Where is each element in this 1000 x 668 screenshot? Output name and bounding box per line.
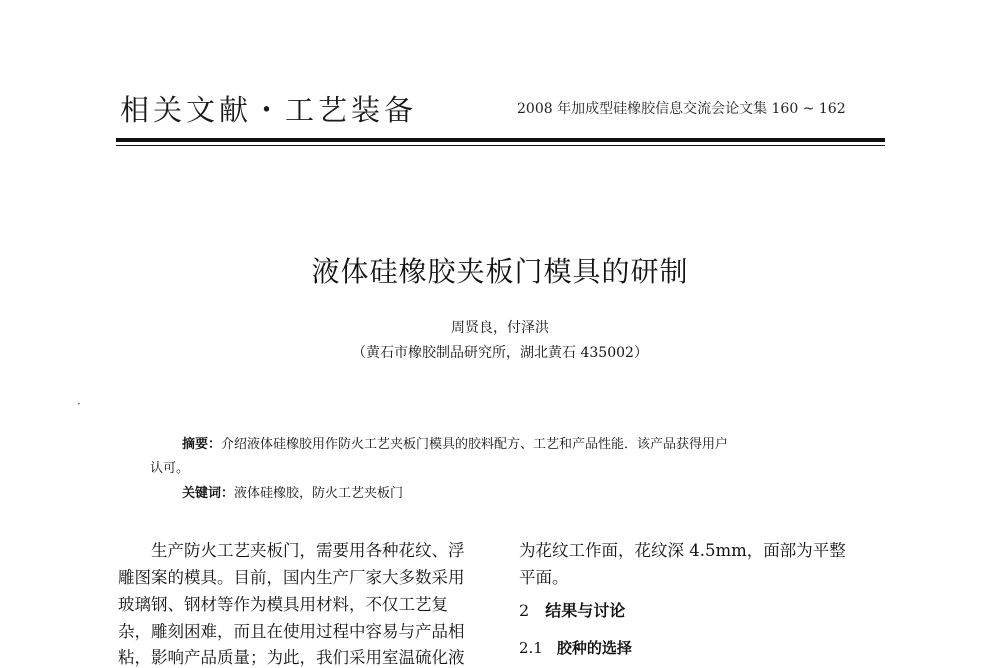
abstract: [182, 433, 728, 452]
keywords-text: 液体硅橡胶，防火工艺夹板门: [234, 486, 404, 501]
section-heading-2: [519, 598, 625, 621]
abstract-label: 摘要：: [182, 437, 222, 452]
paper-title: 液体硅橡胶夹板门模具的研制: [311, 255, 689, 288]
header-rule-thick: [116, 138, 885, 142]
abstract-text-line2: 认可。: [150, 461, 190, 476]
section-number: 2.1: [519, 639, 543, 657]
affiliation: （黄石市橡胶制品研究所，湖北黄石 435002）: [352, 345, 648, 361]
abstract-text-line1: 介绍液体硅橡胶用作防火工艺夹板门模具的胶料配方、工艺和产品性能．该产品获得用户: [221, 437, 729, 452]
body-line: 杂，雕刻困难，而且在使用过程中容易与产品相: [118, 622, 465, 641]
body-line: 生产防火工艺夹板门，需要用各种花纹、浮: [118, 541, 465, 560]
section-heading-2-1: [519, 637, 632, 658]
section-title: 结果与讨论: [545, 601, 626, 620]
keywords: [182, 482, 403, 501]
body-line: 玻璃钢、钢材等作为模具用材料，不仅工艺复: [118, 595, 448, 614]
section-title: 胶种的选择: [556, 639, 632, 657]
authors: 周贤良，付泽洪: [451, 320, 549, 336]
body-line: 为花纹工作面，花纹深 4.5mm，面部为平整: [519, 541, 846, 560]
body-line: 平面。: [519, 568, 569, 587]
section-number: 2: [519, 601, 530, 620]
keywords-label: 关键词：: [182, 486, 235, 501]
body-line: 雕图案的模具。目前，国内生产厂家大多数采用: [118, 568, 465, 587]
stray-mark: ·: [77, 397, 81, 411]
proceedings-source: 2008 年加成型硅橡胶信息交流会论文集 160 ~ 162: [517, 101, 846, 117]
section-label: 相关文献・工艺装备: [120, 93, 418, 127]
body-line: 粘，影响产品质量；为此，我们采用室温硫化液: [118, 648, 465, 667]
header-rule-thin: [116, 145, 885, 146]
